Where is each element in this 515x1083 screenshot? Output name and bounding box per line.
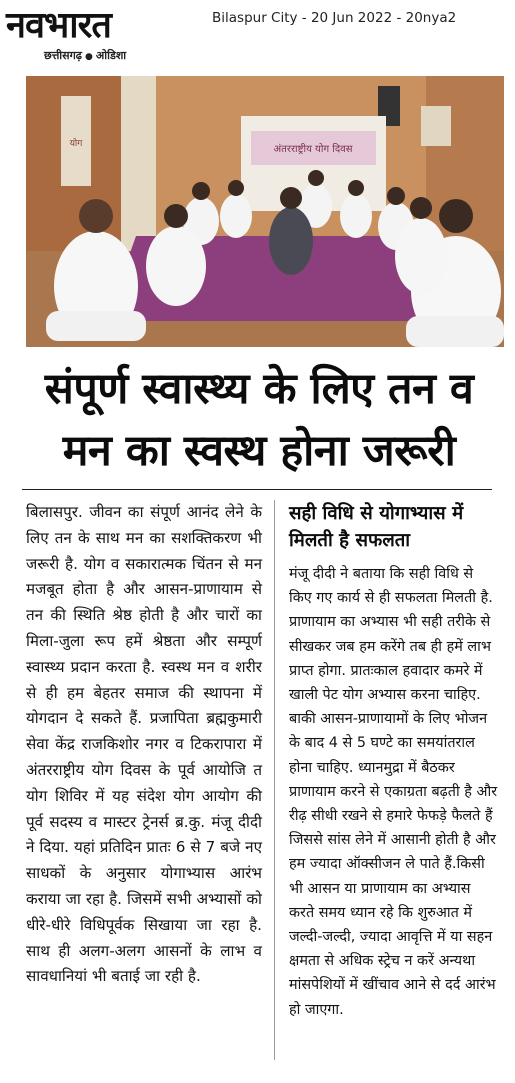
right-window — [421, 106, 451, 146]
bullet-dot-icon: ● — [84, 52, 93, 62]
poster-text: योग — [69, 139, 83, 149]
article-headline: संपूर्ण स्वास्थ्य के लिए तन व मन का स्वस्थ होना जरूरी — [44, 364, 474, 476]
article-body-left: बिलासपुर. जीवन का संपूर्ण आनंद लेने के लिए तन के साथ मन का सशक्तिकरण भी जरूरी है. योग व सकारात्मक चिंतन से मन मजबूत होता है और आसन-प्राणायाम से तन की स्थिति श्रेष्ठ होती है और चारों का मिला-जुला रूप हमें श्रेष्ठता और सम्पूर्ण स्वास्थ्य प्रदान करता है. स्वस्थ मन व शरीर से ही हम बेहतर समाज की स्थापना में योगदान दे सकते हैं. प्रजापिता ब्रह्मकुमारी सेवा केंद्र राजकिशोर नगर व टिकरापारा में अंतरराष्ट्रीय योग दिवस के पूर्व आयोजि त योग शिविर में यह संदेश योग आयोग की पूर्व सदस्य व मास्टर ट्रेनर्स ब्र.कु. मंजू दीदी ने दिया. यहां प्रतिदिन प्रातः 6 से 7 बजे नए साधकों के अनुसार योगाभ्यास आरंभ कराया जा रहा है. जिसमें सभी अभ्यासों को धीरे-धीरे विधिपूर्वक सिखाया जा रहा है. साथ ही अलग-अलग आसनों के लाभ व सावधानियां भी बताई जा रही है. — [26, 503, 262, 986]
newspaper-logo: नवभारत — [6, 5, 111, 46]
logo-regions — [44, 48, 126, 63]
article-body-right: मंजू दीदी ने बताया कि सही विधि से किए गए कार्य से ही सफलता मिलती है. प्राणायाम का अभ्यास भी सही तरीके से सीखकर जब हम करेंगे तब ही हमें लाभ प्राप्त होगा. प्रातःकाल हवादार कमरे में खाली पेट योग अभ्यास करना चाहिए. बाकी आसन-प्राणायामों के लिए भोजन के बाद 4 से 5 घण्टे का समयांतराल होना चाहिए. ध्यानमुद्रा में बैठकर प्राणायाम करने से एकाग्रता बढ़ती है और रीढ़ सीधी रखने से हमारे फेफड़े फैलते हैं जिससे सांस लेने में आसानी होती है और हम ज्यादा ऑक्सीजन ले पाते हैं.किसी भी आसन या प्राणायाम का अभ्यास करते समय ध्यान रहे कि शुरुआत में जल्दी-जल्दी, ज्यादा आवृत्ति में या सहन क्षमता से अधिक स्ट्रेच न करें अन्यथा मांसपेशियों में खींचाव आने से दर्द आरंभ हो जाएगा. — [289, 566, 498, 1018]
yoga-session-illustration — [26, 76, 504, 347]
masthead — [0, 0, 515, 72]
article-photo — [26, 76, 504, 347]
sidebar-subhead: सही विधि से योगाभ्यास में मिलती है सफलता — [289, 503, 464, 551]
article-sidebar — [289, 500, 499, 1022]
window — [121, 76, 156, 251]
dateline: Bilaspur City - 20 Jun 2022 - 20nya2 — [212, 10, 457, 26]
region-chhattisgarh: छत्तीसगढ़ — [44, 49, 82, 62]
banner-text: अंतरराष्ट्रीय योग दिवस — [273, 144, 353, 155]
region-odisha: ओडिशा — [95, 49, 127, 62]
instructor — [269, 207, 313, 275]
column-divider — [274, 500, 275, 1060]
headline-rule — [22, 489, 492, 490]
instructor-head — [280, 187, 302, 209]
